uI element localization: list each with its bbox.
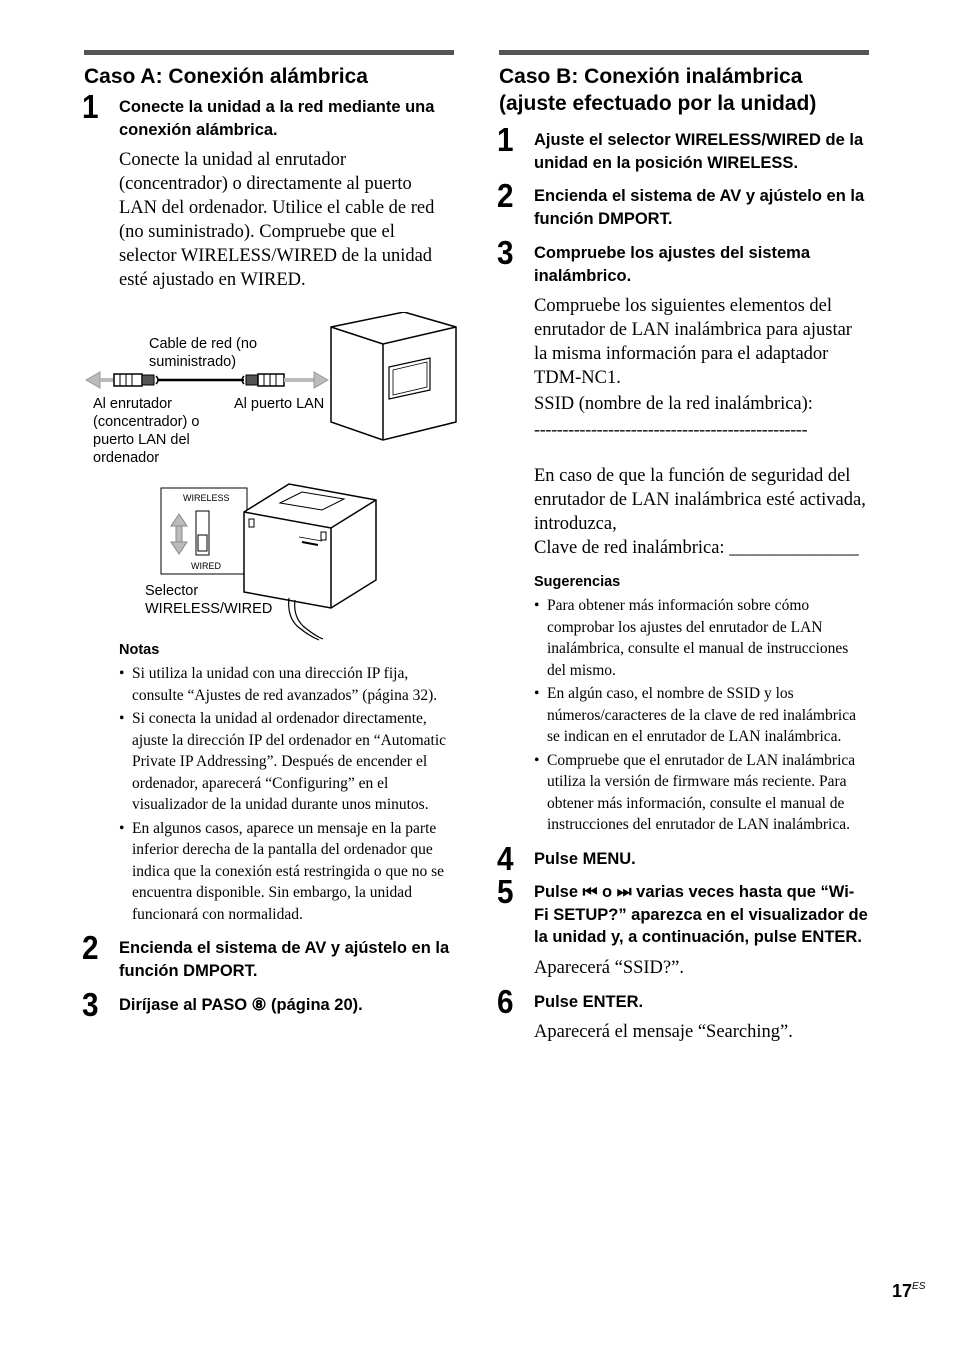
step-number: 2 — [82, 929, 99, 966]
step-body: Compruebe los siguientes elementos del enrutador de LAN inalámbrica para ajustar la misma información para el adaptador TDM-NC1. — [534, 296, 852, 388]
step-title: Pulse MENU. — [534, 849, 636, 868]
next-track-icon: ⏭ — [616, 883, 632, 901]
step-number: 3 — [497, 234, 514, 271]
step-2-wireless — [497, 177, 869, 230]
notes-heading: Notas — [119, 642, 160, 658]
note-item: • En algunos casos, aparece un mensaje en la parte inferior derecha de la pantalla del ordenador que indica que la conexión está restringida o que no se encuentra disponible. Sin embargo, la unidad funcionará con normalidad. — [119, 818, 454, 926]
cable-label: Cable de red (no suministrado) — [149, 336, 258, 370]
step-number: 6 — [497, 982, 514, 1020]
step-title: Encienda el sistema de AV y ajústelo en la función DMPORT. — [534, 187, 865, 228]
step-3-wired — [82, 986, 454, 1023]
step-body: Conecte la unidad al enrutador (concentrador) o directamente al puerto LAN del ordenador. Utilice el cable de red (no suministrado). Compruebe que el selector WIRELESS/WIRED de la unidad esté ajustado en WIRED. — [119, 150, 435, 290]
step-4-wireless — [497, 839, 869, 877]
step-title: Encienda el sistema de AV y ajústelo en la función DMPORT. — [119, 939, 450, 980]
lan-port-label: Al puerto LAN — [234, 396, 325, 412]
router-label: Al enrutador (concentrador) o puerto LAN del ordenador — [93, 396, 200, 466]
step-title — [534, 881, 869, 949]
step-3-wireless — [497, 234, 869, 836]
section-title-case-b: Caso B: Conexión inalámbrica (ajuste efectuado por la unidad) — [499, 65, 817, 115]
step-title: Compruebe los ajustes del sistema inalámbrico. — [534, 244, 811, 285]
step-1-wired — [82, 88, 454, 925]
step-2-wired — [82, 929, 454, 982]
tip-item: • Compruebe que el enrutador de LAN inalámbrica utiliza la versión de firmware más reciente. Para obtener más información, consulte el manual de instrucciones del enrutador de LAN inalámbrica. — [534, 750, 869, 836]
ssid-blank-line: ------------------------------------------------ — [534, 419, 808, 439]
prev-track-icon: ⏮ — [582, 883, 598, 901]
step-number: 1 — [82, 88, 99, 125]
step-title-mid: o — [597, 883, 617, 901]
step-title: Ajuste el selector WIRELESS/WIRED de la unidad en la posición WIRELESS. — [534, 131, 864, 172]
step-number: 5 — [497, 873, 514, 910]
step-title: Diríjase al PASO ⑧ (página 20). — [119, 996, 363, 1014]
note-item: • Si conecta la unidad al ordenador directamente, ajuste la dirección IP del ordenador en “Automatic Private IP Addressing”. Después de encender el ordenador, aparecerá “Configuring” en el visualizador de la unidad durante unos minutos. — [119, 708, 454, 816]
step-title-post: varias veces hasta que “Wi- Fi SETUP?” aparezca en el visualizador de la unidad y, a continuación, pulse ENTER. — [534, 883, 868, 946]
section-title-case-a: Caso A: Conexión alámbrica — [84, 65, 368, 88]
step-number: 2 — [497, 177, 514, 214]
wired-switch-label: WIRED — [191, 561, 221, 571]
step-5-wireless — [497, 873, 869, 980]
step-number: 1 — [497, 121, 514, 158]
step-title-pre: Pulse — [534, 883, 583, 901]
wired-connection-diagram — [84, 312, 454, 642]
tip-item: • Para obtener más información sobre cómo comprobar los ajustes del enrutador de LAN inalámbrica, consulte el manual de instrucciones del mismo. — [534, 595, 869, 681]
security-text: En caso de que la función de seguridad del enrutador de LAN inalámbrica esté activada, introduzca, — [534, 466, 866, 534]
tips-heading: Sugerencias — [534, 574, 621, 590]
page-number-value: 17 — [892, 1281, 913, 1301]
note-item: • Si utiliza la unidad con una dirección IP fija, consulte “Ajustes de red avanzados” (página 32). — [119, 663, 454, 706]
step-title: Pulse ENTER. — [534, 992, 644, 1011]
step-body: Aparecerá el mensaje “Searching”. — [534, 1022, 793, 1042]
section-rule — [499, 50, 869, 55]
left-column — [82, 50, 454, 1023]
notes-list — [119, 663, 454, 925]
wireless-switch-label: WIRELESS — [183, 493, 230, 503]
section-rule — [84, 50, 454, 55]
tips-list — [534, 595, 869, 836]
page-number — [892, 1281, 925, 1302]
step-1-wireless — [497, 121, 869, 174]
tip-item: • En algún caso, el nombre de SSID y los números/caracteres de la clave de red inalámbrica se indican en el enrutador de LAN inalámbrica. — [534, 683, 869, 748]
step-title: Conecte la unidad a la red mediante una conexión alámbrica. — [119, 98, 435, 139]
right-column — [499, 50, 869, 1044]
step-6-wireless — [497, 982, 869, 1045]
step-number: 4 — [497, 839, 514, 877]
selector-label: Selector WIRELESS/WIRED — [145, 583, 273, 617]
ssid-prompt: SSID (nombre de la red inalámbrica): — [534, 394, 813, 414]
step-number: 3 — [82, 986, 99, 1023]
page-language-suffix: ES — [912, 1281, 926, 1292]
step-body: Aparecerá “SSID?”. — [534, 957, 684, 978]
network-key-prompt: Clave de red inalámbrica: ______________ — [534, 538, 859, 558]
